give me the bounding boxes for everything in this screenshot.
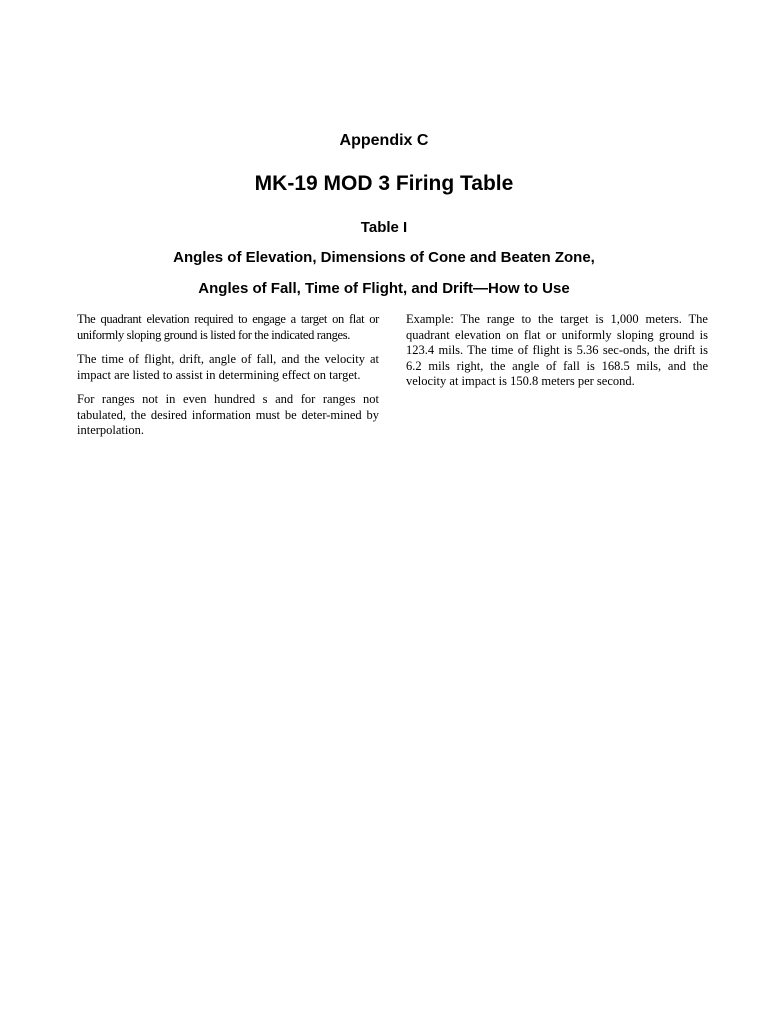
subtitle-line-2: Angles of Fall, Time of Flight, and Drift—How to Use (198, 280, 570, 297)
table-label: Table I (360, 219, 408, 236)
appendix-label: Appendix C (339, 132, 429, 149)
paragraph-quadrant-elevation: The quadrant elevation required to engage a target on flat or uniformly sloping ground is listed for the indicated ranges. (77, 312, 379, 342)
page-title: MK-19 MOD 3 Firing Table (254, 172, 514, 195)
paragraph-interpolation: For ranges not in even hundred s and for ranges not tabulated, the desired information must be deter-mined by interpolation. (77, 392, 379, 437)
subtitle-line-1: Angles of Elevation, Dimensions of Cone and Beaten Zone, (173, 249, 595, 266)
right-text-column (406, 312, 708, 399)
left-text-column (77, 312, 379, 448)
paragraph-example: Example: The range to the target is 1,000 meters. The quadrant elevation on flat or uniformly sloping ground is 123.4 mils. The time of flight is 5.36 sec-onds, the drift is 6.2 mils right, the angle of fall is 168.5 mils, and the velocity at impact is 150.8 meters per second. (406, 312, 708, 388)
paragraph-time-of-flight: The time of flight, drift, angle of fall, and the velocity at impact are listed to assist in determining effect on target. (77, 352, 379, 382)
